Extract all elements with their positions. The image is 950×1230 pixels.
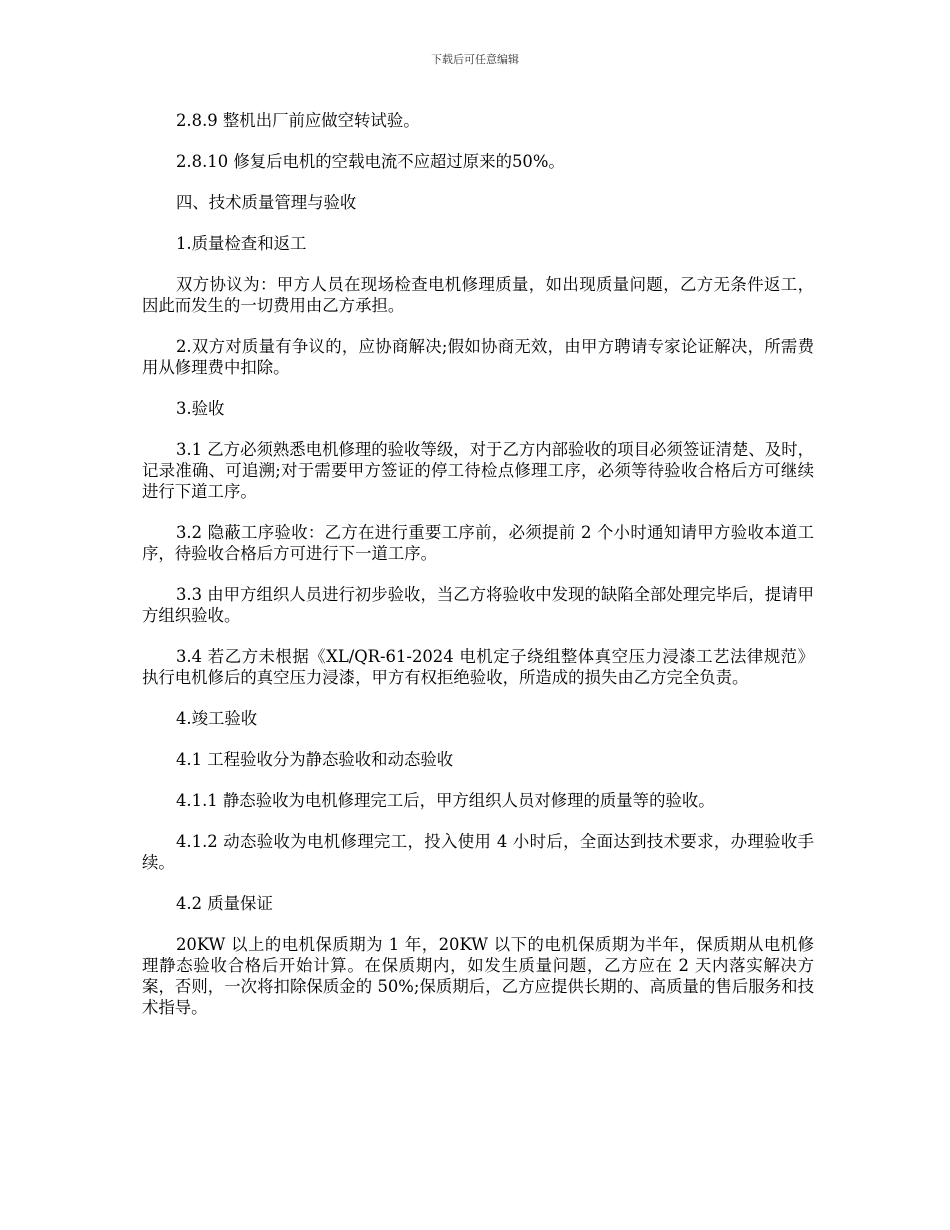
paragraph-3-1: 3.1 乙方必须熟悉电机修理的验收等级，对于乙方内部验收的项目必须签证清楚、及时，记录准确、可追溯;对于需要甲方签证的停工待检点修理工序，必须等待验收合格后方可继续进行下道工序。 (142, 440, 814, 501)
section-heading-quality-management: 四、技术质量管理与验收 (176, 193, 357, 212)
paragraph-3-4: 3.4 若乙方未根据《XL/QR-61-2024 电机定子绕组整体真空压力浸漆工艺法律规范》执行电机修后的真空压力浸漆，甲方有权拒绝验收，所造成的损失由乙方完全负责。 (142, 647, 814, 687)
paragraph-4-1-2: 4.1.2 动态验收为电机修理完工，投入使用 4 小时后，全面达到技术要求，办理验收手续。 (142, 832, 814, 872)
paragraph-4-1: 4.1 工程验收分为静态验收和动态验收 (176, 750, 454, 769)
paragraph-2-8-10: 2.8.10 修复后电机的空载电流不应超过原来的50%。 (176, 152, 565, 171)
paragraph-agreement: 双方协议为：甲方人员在现场检查电机修理质量，如出现质量问题，乙方无条件返工，因此而发生的一切费用由乙方承担。 (142, 275, 814, 315)
document-body (142, 110, 814, 1038)
paragraph-dispute: 2.双方对质量有争议的，应协商解决;假如协商无效，由甲方聘请专家论证解决，所需费用从修理费中扣除。 (142, 337, 814, 377)
heading-quality-guarantee: 4.2 质量保证 (176, 894, 273, 913)
heading-completion-acceptance: 4.竣工验收 (176, 709, 258, 728)
paragraph-3-3: 3.3 由甲方组织人员进行初步验收，当乙方将验收中发现的缺陷全部处理完毕后，提请甲方组织验收。 (142, 585, 814, 625)
heading-acceptance: 3.验收 (176, 399, 225, 418)
paragraph-warranty: 20KW 以上的电机保质期为 1 年，20KW 以下的电机保质期为半年，保质期从电机修理静态验收合格后开始计算。在保质期内，如发生质量问题，乙方应在 2 天内落实解决方案，否则，一次将扣除保质金的 50%;保质期后，乙方应提供长期的、高质量的售后服务和技术指导。 (142, 935, 814, 1017)
paragraph-2-8-9: 2.8.9 整机出厂前应做空转试验。 (176, 111, 420, 130)
paragraph-4-1-1: 4.1.1 静态验收为电机修理完工后，甲方组织人员对修理的质量等的验收。 (176, 791, 715, 810)
paragraph-3-2: 3.2 隐蔽工序验收：乙方在进行重要工序前，必须提前 2 个小时通知请甲方验收本道工序，待验收合格后方可进行下一道工序。 (142, 523, 814, 563)
heading-quality-inspection: 1.质量检查和返工 (176, 234, 307, 253)
page-header: 下载后可任意编辑 (431, 53, 519, 66)
